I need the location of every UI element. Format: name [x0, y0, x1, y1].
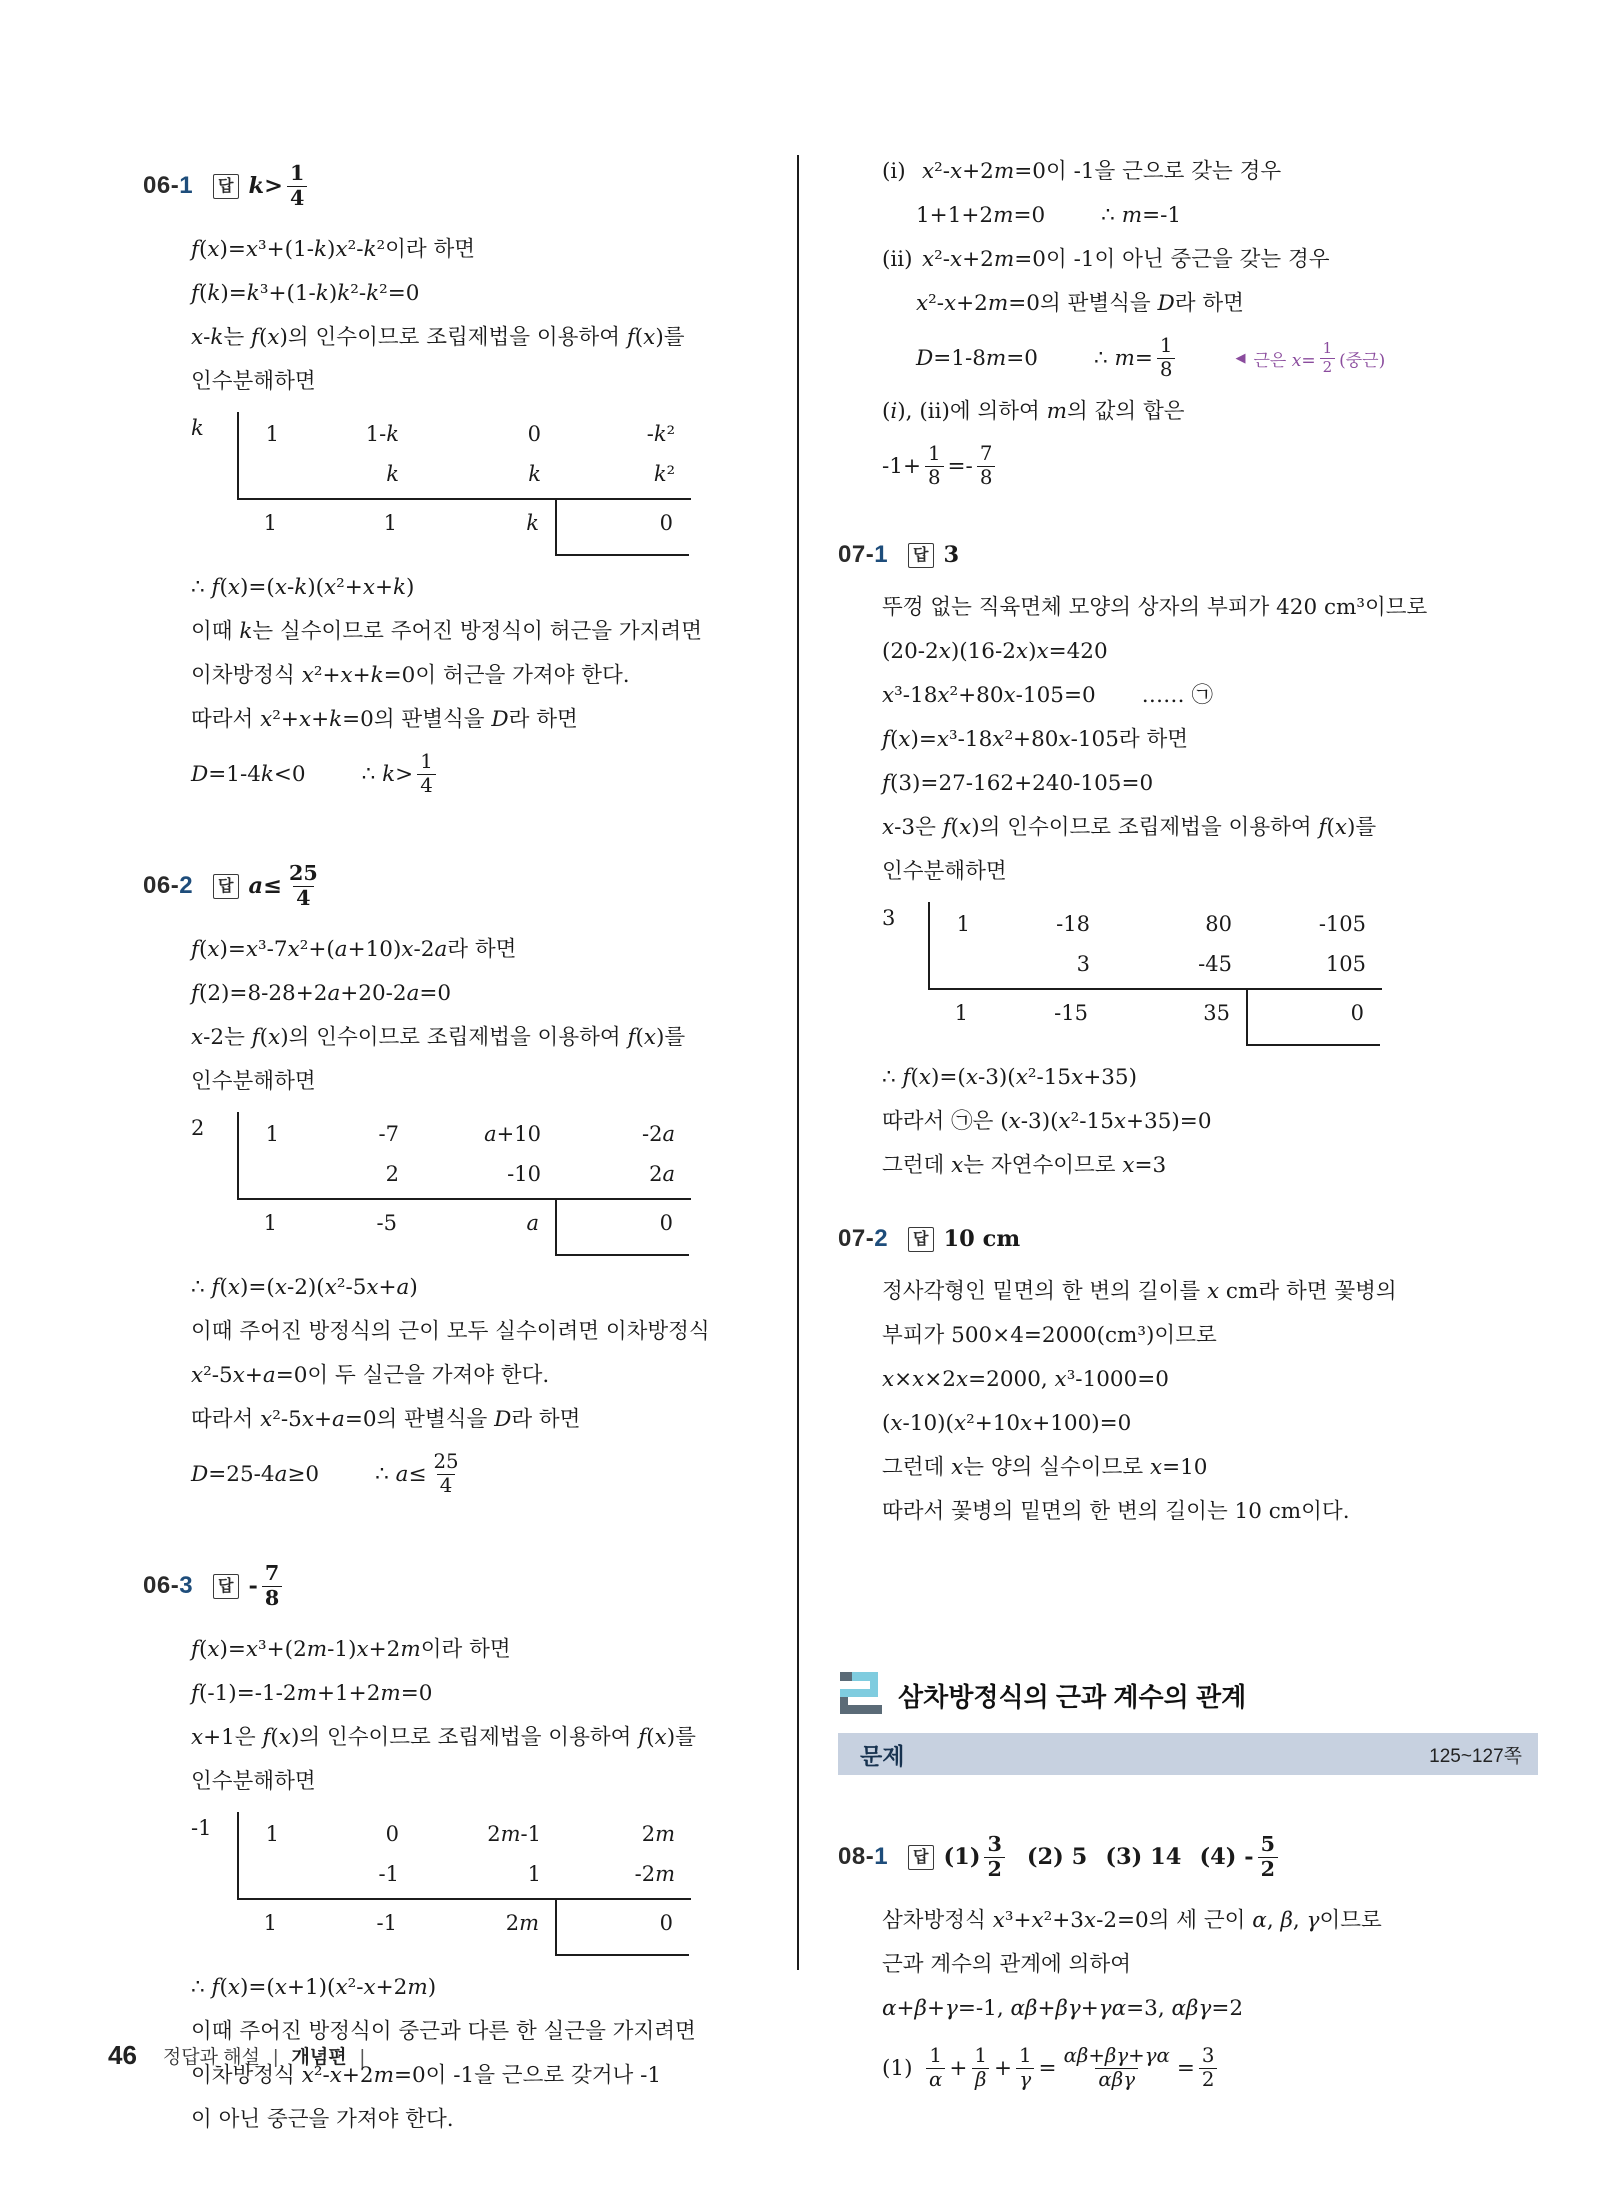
bar-label: 문제 [860, 1742, 905, 1769]
left-column [143, 150, 793, 2186]
remainder-cell: 0 [555, 1900, 689, 1956]
fraction: $\frac{1}{\gamma}$ [1016, 2045, 1035, 2091]
solution-line: 근과 계수의 관계에 의하여 [882, 1952, 1131, 1977]
problem-body [882, 586, 1558, 1188]
problem-number: 06-3 [143, 1572, 194, 1599]
fraction: $\frac{25}{4}$ [433, 1449, 459, 1497]
solution-line: 이때 k는 실수이므로 주어진 방정식이 허근을 가지려면 [191, 619, 702, 644]
answer-value: k> $\frac{1}{4}$ [249, 162, 312, 211]
answer-value: 10 cm [943, 1226, 1021, 1252]
solution-line: 그런데 x는 양의 실수이므로 x=10 [882, 1455, 1208, 1480]
solution-line: x×x×2x=2000, x³-1000=0 [882, 1367, 1169, 1392]
fraction: $\frac{1}{8}$ [1157, 335, 1176, 381]
solution-line: x-k는 f(x)의 인수이므로 조립제법을 이용하여 f(x)를 [191, 325, 685, 350]
table-row: 1 -1 2m 0 [237, 1900, 691, 1956]
fraction: $\frac{7}{8}$ [262, 1562, 282, 1611]
table-row: 1 1 k 0 [237, 500, 691, 556]
formula-line: (1) $\frac{1}{\alpha}$ + $\frac{1}{\beta}$ + $\frac{1}{\gamma}$ = $\frac{\alpha\beta+\beta\gamma+\gamma\alpha}{\text{αβγ}}$ = $\frac{3}{2}$ [882, 2031, 1558, 2105]
answer-value: - $\frac{7}{8}$ [249, 1562, 287, 1611]
problem-number: 06-2 [143, 872, 194, 899]
table-row: 1 1-k 0 -k² [265, 422, 675, 446]
conclusion-line: D=25-4a≥0 ∴ a≤ $\frac{25}{4}$ [191, 1442, 793, 1506]
solution-line: 부피가 500×4=2000(cm³)이므로 [882, 1323, 1217, 1348]
table-row: 1 -15 35 0 [928, 990, 1382, 1046]
problem-header [143, 150, 793, 222]
footer-text: 정답과 해설 | 개념편 | [162, 2047, 365, 2068]
solution-line: x+1은 f(x)의 인수이므로 조립제법을 이용하여 f(x)를 [191, 1725, 696, 1750]
answer-label-box: 답 [908, 1227, 933, 1252]
section-title: 삼차방정식의 근과 계수의 관계 [898, 1682, 1247, 1712]
bar-page-range: 125~127쪽 [1429, 1745, 1522, 1767]
remainder-cell: 0 [555, 1200, 689, 1256]
problem-number: 07-2 [838, 1225, 889, 1252]
solution-line: 따라서 x²-5x+a=0의 판별식을 D라 하면 [191, 1407, 581, 1432]
fraction: $\frac{25}{4}$ [288, 860, 318, 910]
fraction: $\frac{1}{\beta}$ [971, 2045, 990, 2091]
problem-number: 08-1 [838, 1843, 889, 1870]
remainder-cell: 0 [1246, 990, 1380, 1046]
problem-number: 06-1 [143, 172, 194, 199]
solution-line: α+β+γ=-1, αβ+βγ+γα=3, αβγ=2 [882, 1996, 1244, 2021]
problem-header [838, 1821, 1558, 1893]
solution-line: 이차방정식 x²-x+2m=0이 -1을 근으로 갖거나 -1 [191, 2063, 662, 2088]
solution-line: ∴ f(x)=(x+1)(x²-x+2m) [191, 1975, 437, 2000]
answer-label-box: 답 [213, 874, 238, 899]
fraction: $\frac{1}{4}$ [417, 751, 436, 797]
fraction: $\frac{\alpha\beta+\beta\gamma+\gamma\alpha}{\text{αβγ}}$ [1063, 2043, 1170, 2091]
solution-line: f(x)=x³-18x²+80x-105라 하면 [882, 727, 1189, 752]
answer-label-box: 답 [908, 543, 933, 568]
solution-line: 그런데 x는 자연수이므로 x=3 [882, 1153, 1167, 1178]
solution-line: 이때 주어진 방정식이 중근과 다른 한 실근을 가지려면 [191, 2019, 696, 2044]
table-row: 1 0 2m-1 2m [265, 1822, 675, 1846]
divisor: k [191, 416, 204, 440]
case-sub-line: 1+1+2m=0 ∴ m=-1 [916, 203, 1182, 228]
problem-08-1 [838, 1821, 1558, 2105]
margin-annotation: ◀ 근은 x= $\frac{1}{2}$ (중근) [1235, 339, 1386, 376]
solution-line: 따라서 x²+x+k=0의 판별식을 D라 하면 [191, 707, 578, 732]
reference-mark: …… ㉠ [1141, 683, 1214, 708]
remainder-cell: 0 [555, 500, 689, 556]
answer-value: a≤ $\frac{25}{4}$ [249, 862, 325, 911]
divisor: -1 [191, 1816, 212, 1840]
problem-06-1 [143, 150, 793, 806]
solution-line: 정사각형인 밑면의 한 변의 길이를 x cm라 하면 꽃병의 [882, 1279, 1397, 1304]
column-divider [797, 155, 799, 1970]
solution-line: f(2)=8-28+2a+20-2a=0 [191, 981, 452, 1006]
solution-line: ∴ f(x)=(x-k)(x²+x+k) [191, 575, 415, 600]
answer-label-box: 답 [213, 1574, 238, 1599]
table-row: 3 -45 105 [1076, 952, 1366, 976]
solution-line: 삼차방정식 x³+x²+3x-2=0의 세 근이 α, β, γ이므로 [882, 1908, 1382, 1933]
problem-06-3-continued [838, 150, 1558, 498]
solution-line: f(3)=27-162+240-105=0 [882, 771, 1154, 796]
solution-line: 인수분해하면 [191, 369, 316, 394]
fraction: $\frac{3}{2}$ [1199, 2045, 1218, 2091]
page-number: 46 [108, 2040, 137, 2070]
problem-body [882, 1270, 1558, 1534]
problem-header [838, 1214, 1558, 1264]
solution-line: 인수분해하면 [191, 1769, 316, 1794]
problem-07-1 [838, 530, 1558, 1188]
solution-line: 뚜껑 없는 직육면체 모양의 상자의 부피가 420 cm³이므로 [882, 595, 1428, 620]
page-footer [108, 2040, 373, 2071]
case-sub-line: x²-x+2m=0의 판별식을 D라 하면 [916, 291, 1244, 316]
solution-line: ∴ f(x)=(x-3)(x²-15x+35) [882, 1065, 1137, 1090]
fraction: $\frac{7}{8}$ [977, 443, 996, 489]
problem-set-bar [838, 1733, 1538, 1775]
answer-value: 3 [943, 542, 960, 568]
conclusion-line: D=1-4k<0 ∴ k> $\frac{1}{4}$ [191, 742, 793, 806]
table-row: 2 -10 2a [385, 1162, 675, 1186]
problem-header [143, 1550, 793, 1622]
fraction: $\frac{1}{4}$ [287, 162, 307, 211]
solution-line: 이때 주어진 방정식의 근이 모두 실수이려면 이차방정식 [191, 1319, 710, 1344]
solution-line: 이차방정식 x²+x+k=0이 허근을 가져야 한다. [191, 663, 630, 688]
problem-body [191, 928, 793, 1506]
answer-value: (1) $\frac{3}{2}$ (2) 5 (3) 14 (4) - $\frac{5}{2}$ [944, 1833, 1282, 1882]
solution-line: f(x)=x³+(2m-1)x+2m이라 하면 [191, 1637, 511, 1662]
solution-line: (i), (ii)에 의하여 m의 값의 합은 [882, 399, 1185, 424]
solution-line: 이 아닌 중근을 가져야 한다. [191, 2107, 454, 2132]
solution-line: ∴ f(x)=(x-2)(x²-5x+a) [191, 1275, 418, 1300]
table-row: 1 -7 a+10 -2a [265, 1122, 675, 1146]
solution-line: f(k)=k³+(1-k)k²-k²=0 [191, 281, 420, 306]
solution-line: x²-5x+a=0이 두 실근을 가져야 한다. [191, 1363, 550, 1388]
solution-line: x-2는 f(x)의 인수이므로 조립제법을 이용하여 f(x)를 [191, 1025, 686, 1050]
solution-line: 인수분해하면 [191, 1069, 316, 1094]
problem-07-2 [838, 1214, 1558, 1534]
problem-body [191, 228, 793, 806]
solution-line: (20-2x)(16-2x)x=420 [882, 639, 1108, 664]
solution-line: f(x)=x³-7x²+(a+10)x-2a라 하면 [191, 937, 517, 962]
table-row: k k k² [386, 462, 675, 486]
solution-line: f(-1)=-1-2m+1+2m=0 [191, 1681, 433, 1706]
fraction: $\frac{1}{2}$ [1320, 340, 1336, 376]
answer-label-box: 답 [213, 174, 238, 199]
answer-label-box: 답 [908, 1845, 933, 1870]
synthetic-division-table [191, 1812, 793, 1956]
solution-line: x³-18x²+80x-105=0 …… ㉠ [882, 683, 1214, 708]
solution-line: 따라서 ㉠은 (x-3)(x²-15x+35)=0 [882, 1109, 1212, 1134]
table-row: 1 -5 a 0 [237, 1200, 691, 1256]
conclusion-line: -1+ $\frac{1}{8}$ =- $\frac{7}{8}$ [882, 434, 1558, 498]
table-row: 1 -18 80 -105 [956, 912, 1366, 936]
divisor: 3 [882, 906, 896, 930]
problem-06-2 [143, 850, 793, 1506]
section-number-logo [838, 1672, 884, 1719]
synthetic-division-table [191, 1112, 793, 1256]
conclusion-line: D=1-8m=0 ∴ m= $\frac{1}{8}$ ◀ 근은 x= $\frac{1}{2}$ (중근) [916, 333, 1386, 381]
problem-number: 07-1 [838, 541, 889, 568]
synthetic-division-table [882, 902, 1558, 1046]
problem-body [882, 1899, 1558, 2105]
fraction: $\frac{3}{2}$ [984, 1833, 1004, 1882]
case-line: (ii) x²-x+2m=0이 -1이 아닌 중근을 갖는 경우 [882, 247, 1330, 272]
synthetic-division-table [191, 412, 793, 556]
solution-line: (x-10)(x²+10x+100)=0 [882, 1411, 1132, 1436]
solution-line: 따라서 꽃병의 밑면의 한 변의 길이는 10 cm이다. [882, 1499, 1350, 1524]
left-triangle-icon: ◀ [1235, 350, 1246, 366]
fraction: $\frac{1}{\alpha}$ [926, 2045, 945, 2091]
divisor: 2 [191, 1116, 205, 1140]
solution-line: x-3은 f(x)의 인수이므로 조립제법을 이용하여 f(x)를 [882, 815, 1377, 840]
solution-line: f(x)=x³+(1-k)x²-k²이라 하면 [191, 237, 476, 262]
right-column [838, 150, 1558, 2105]
case-line: (i) x²-x+2m=0이 -1을 근으로 갖는 경우 [882, 159, 1282, 184]
table-row: -1 1 -2m [378, 1862, 675, 1886]
section-header [838, 1672, 1558, 1719]
fraction: $\frac{1}{8}$ [925, 443, 944, 489]
fraction: $\frac{5}{2}$ [1258, 1833, 1278, 1882]
solution-line: 인수분해하면 [882, 859, 1007, 884]
problem-header [838, 530, 1558, 580]
problem-header [143, 850, 793, 922]
